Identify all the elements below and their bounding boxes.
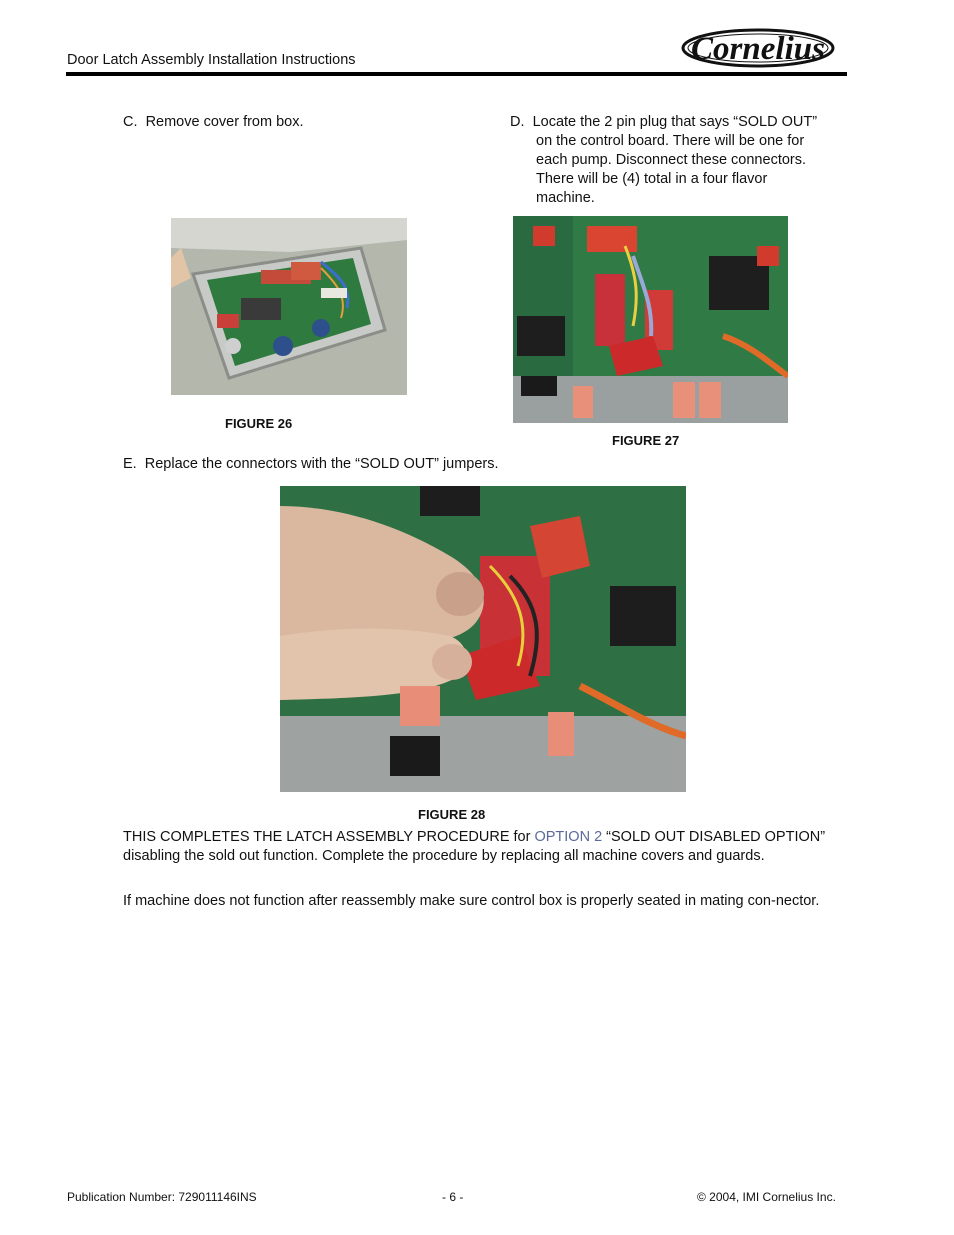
figure-28-caption: FIGURE 28 <box>418 807 486 822</box>
step-d <box>510 113 850 208</box>
figure-26-caption: FIGURE 26 <box>225 416 293 431</box>
step-d-line-5: machine. <box>536 190 595 206</box>
step-d-line-4: There will be (4) total in a four flavor <box>536 171 768 187</box>
step-d-line-2: on the control board. There will be one for <box>536 133 805 149</box>
step-d-line-1: Locate the 2 pin plug that says “SOLD OUT” <box>532 114 818 130</box>
step-c-letter: C. <box>123 114 138 130</box>
publication-number: Publication Number: 729011146INS <box>67 1190 257 1204</box>
svg-text:Cornelius: Cornelius <box>691 31 825 67</box>
figure-26-photo <box>171 218 407 395</box>
step-e <box>123 455 499 474</box>
completion-paragraph <box>123 828 835 866</box>
step-d-letter: D. <box>510 114 525 130</box>
page-number: - 6 - <box>442 1190 464 1204</box>
step-c <box>123 113 304 132</box>
reassembly-note: If machine does not function after reassembly make sure control box is properly seated in mating con-nector. <box>123 893 820 909</box>
completion-text-part-1: THIS COMPLETES THE LATCH ASSEMBLY PROCEDURE for <box>123 829 535 845</box>
step-e-text: Replace the connectors with the “SOLD OUT” jumpers. <box>144 456 499 472</box>
figure-28-photo <box>280 486 686 792</box>
cornelius-logo <box>680 26 836 70</box>
option-2-link[interactable]: OPTION 2 <box>534 829 603 845</box>
step-e-letter: E. <box>123 456 137 472</box>
step-d-line-3: each pump. Disconnect these connectors. <box>536 152 807 168</box>
step-c-text: Remove cover from box. <box>145 114 304 130</box>
header-rule <box>66 72 847 76</box>
copyright: © 2004, IMI Cornelius Inc. <box>697 1190 836 1204</box>
figure-27-caption: FIGURE 27 <box>612 433 680 448</box>
document-title: Door Latch Assembly Installation Instructions <box>67 52 356 68</box>
figure-27-photo <box>513 216 788 423</box>
completion-text-part-2: “SOLD OUT DISABLED OPTION” disabling the sold out function. Complete the procedure by replacing all machine covers and guards. <box>123 829 826 864</box>
